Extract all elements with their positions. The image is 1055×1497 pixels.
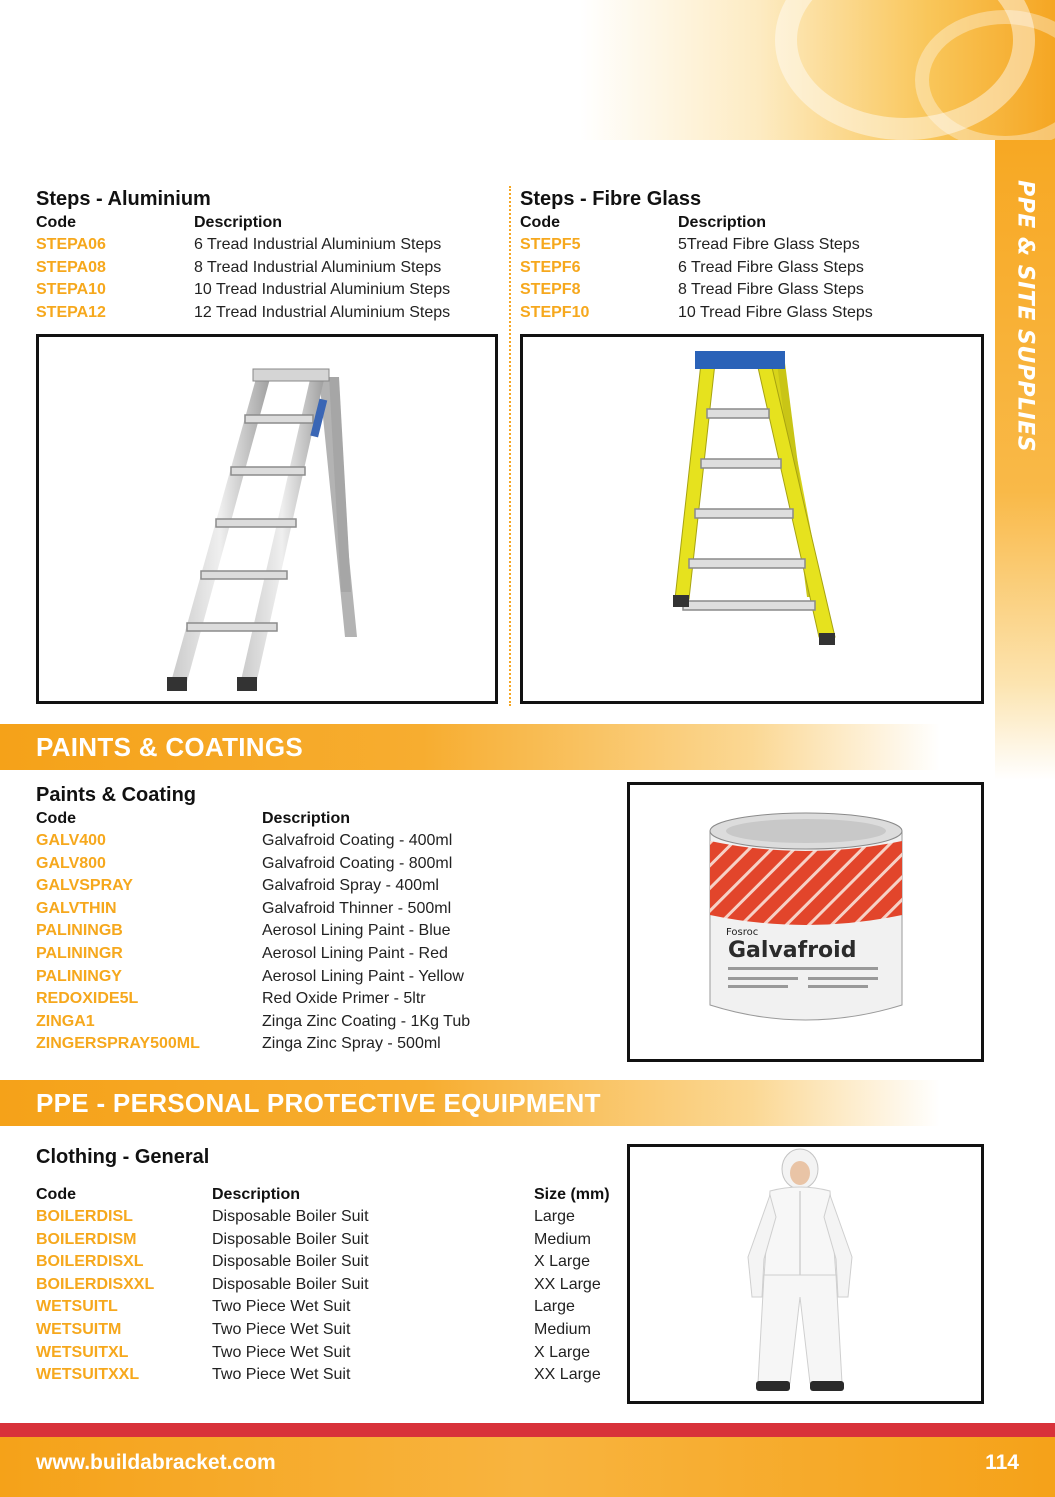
product-size: Medium <box>534 1230 591 1248</box>
table-row <box>36 943 596 966</box>
product-description: Disposable Boiler Suit <box>212 1253 369 1271</box>
product-description: Galvafroid Coating - 800ml <box>262 854 453 872</box>
table-row <box>36 875 596 898</box>
tin-maker-text: Fosroc <box>726 927 759 938</box>
product-description: Two Piece Wet Suit <box>212 1343 351 1361</box>
product-size: X Large <box>534 1253 591 1271</box>
product-description: 12 Tread Industrial Aluminium Steps <box>194 303 451 321</box>
side-tab <box>995 140 1055 780</box>
product-code: BOILERDISXXL <box>36 1275 155 1293</box>
product-code: WETSUITL <box>36 1298 118 1316</box>
product-description: Two Piece Wet Suit <box>212 1320 351 1338</box>
footer <box>0 1437 1055 1497</box>
product-code: BOILERDISXL <box>36 1253 144 1271</box>
table-row <box>36 1319 616 1342</box>
product-description: Zinga Zinc Coating - 1Kg Tub <box>262 1012 471 1030</box>
product-description: Aerosol Lining Paint - Red <box>262 944 448 962</box>
table-row <box>36 966 596 989</box>
boiler-suit-illustration <box>630 1147 981 1401</box>
fibreglass-steps-image <box>520 334 984 704</box>
table-row <box>36 853 596 876</box>
product-size: Large <box>534 1298 575 1316</box>
product-code: ZINGA1 <box>36 1012 95 1030</box>
section-heading-ppe-text: PPE - PERSONAL PROTECTIVE EQUIPMENT <box>36 1088 601 1118</box>
product-code: STEPF5 <box>520 236 581 253</box>
col-header-description: Description <box>212 1186 301 1203</box>
product-code: PALININGB <box>36 922 123 940</box>
col-header-description: Description <box>194 214 283 231</box>
product-code: GALV400 <box>36 832 106 849</box>
product-code: STEPA08 <box>36 258 106 276</box>
table-row <box>36 1251 616 1274</box>
table-row <box>36 920 596 943</box>
product-code: STEPF10 <box>520 303 590 321</box>
col-header-code: Code <box>36 1186 76 1203</box>
section-heading-ppe <box>0 1080 940 1126</box>
col-header-code: Code <box>36 214 76 231</box>
steps-fibre-table <box>520 212 984 324</box>
product-code: STEPF8 <box>520 281 581 299</box>
table-row <box>520 234 984 257</box>
product-description: Galvafroid Thinner - 500ml <box>262 899 452 917</box>
product-description: 10 Tread Fibre Glass Steps <box>678 303 873 321</box>
table-row <box>520 257 984 280</box>
boiler-suit-image <box>627 1144 984 1404</box>
aluminium-steps-image <box>36 334 498 704</box>
product-description: 6 Tread Fibre Glass Steps <box>678 258 864 276</box>
product-description: Galvafroid Spray - 400ml <box>262 877 439 895</box>
clothing-block <box>36 1144 616 1387</box>
table-row <box>36 1206 616 1229</box>
paints-table <box>36 808 596 1056</box>
product-code: STEPA06 <box>36 236 106 253</box>
product-description: Two Piece Wet Suit <box>212 1366 351 1384</box>
table-header-row <box>520 212 984 234</box>
product-description: Galvafroid Coating - 400ml <box>262 832 453 849</box>
product-description: Zinga Zinc Spray - 500ml <box>262 1035 441 1053</box>
product-size: Medium <box>534 1320 591 1338</box>
product-size: XX Large <box>534 1366 601 1384</box>
product-code: REDOXIDE5L <box>36 990 139 1008</box>
col-header-description: Description <box>262 810 351 827</box>
table-row <box>36 1011 596 1034</box>
clothing-table <box>36 1184 616 1387</box>
steps-fibre-title: Steps - Fibre Glass <box>520 188 702 210</box>
table-row <box>36 257 498 280</box>
top-banner <box>0 0 1055 140</box>
side-tab-label: PPE & SITE SUPPLIES <box>1012 180 1038 453</box>
steps-aluminium-block <box>36 186 498 324</box>
product-description: 5Tread Fibre Glass Steps <box>678 236 860 253</box>
product-description: Two Piece Wet Suit <box>212 1298 351 1316</box>
product-description: Aerosol Lining Paint - Yellow <box>262 967 464 985</box>
product-code: WETSUITXXL <box>36 1366 140 1384</box>
paints-block <box>36 782 596 1056</box>
steps-aluminium-table <box>36 212 498 324</box>
table-row <box>36 898 596 921</box>
page-number: 114 <box>985 1451 1019 1474</box>
product-description: Disposable Boiler Suit <box>212 1208 369 1225</box>
product-code: GALVTHIN <box>36 899 117 917</box>
product-description: 10 Tread Industrial Aluminium Steps <box>194 281 451 299</box>
product-size: XX Large <box>534 1275 601 1293</box>
product-code: STEPA10 <box>36 281 106 299</box>
column-divider <box>509 186 511 706</box>
footer-accent-strip <box>0 1423 1055 1437</box>
paints-title: Paints & Coating <box>36 784 197 806</box>
product-size: Large <box>534 1208 575 1225</box>
product-description: 8 Tread Fibre Glass Steps <box>678 281 864 299</box>
product-description: 8 Tread Industrial Aluminium Steps <box>194 258 442 276</box>
table-row <box>36 830 596 853</box>
table-row <box>36 234 498 257</box>
product-code: PALININGY <box>36 967 122 985</box>
product-description: Red Oxide Primer - 5ltr <box>262 990 426 1008</box>
product-description: Disposable Boiler Suit <box>212 1230 369 1248</box>
product-description: Disposable Boiler Suit <box>212 1275 369 1293</box>
aluminium-ladder-illustration <box>39 337 495 701</box>
section-heading-paints <box>0 724 940 770</box>
clothing-title: Clothing - General <box>36 1146 210 1168</box>
product-code: WETSUITM <box>36 1320 122 1338</box>
section-heading-paints-text: PAINTS & COATINGS <box>36 732 304 762</box>
table-row <box>36 1364 616 1387</box>
steps-fibre-block <box>520 186 984 324</box>
tin-brand-text: Galvafroid <box>728 938 857 963</box>
product-code: BOILERDISL <box>36 1208 133 1225</box>
table-header-row <box>36 1184 616 1206</box>
product-code: STEPA12 <box>36 303 106 321</box>
fibreglass-ladder-illustration <box>523 337 981 701</box>
product-code: WETSUITXL <box>36 1343 129 1361</box>
table-row <box>36 302 498 325</box>
steps-aluminium-title: Steps - Aluminium <box>36 188 211 210</box>
table-row <box>36 1033 596 1056</box>
col-header-size: Size (mm) <box>534 1186 610 1203</box>
product-description: Aerosol Lining Paint - Blue <box>262 922 451 940</box>
product-code: BOILERDISM <box>36 1230 137 1248</box>
table-row <box>520 279 984 302</box>
table-row <box>36 1342 616 1365</box>
product-code: GALV800 <box>36 854 106 872</box>
table-header-row <box>36 212 498 234</box>
product-code: STEPF6 <box>520 258 581 276</box>
col-header-code: Code <box>520 214 560 231</box>
table-row <box>36 1274 616 1297</box>
galvafroid-tin-illustration <box>630 785 981 1059</box>
table-row <box>36 1296 616 1319</box>
table-header-row <box>36 808 596 830</box>
col-header-description: Description <box>678 214 767 231</box>
product-code: PALININGR <box>36 944 123 962</box>
table-row <box>520 302 984 325</box>
paint-tin-image <box>627 782 984 1062</box>
table-row <box>36 279 498 302</box>
table-row <box>36 988 596 1011</box>
website-link[interactable]: www.buildabracket.com <box>36 1451 276 1474</box>
product-description: 6 Tread Industrial Aluminium Steps <box>194 236 442 253</box>
col-header-code: Code <box>36 810 76 827</box>
table-row <box>36 1229 616 1252</box>
product-code: ZINGERSPRAY500ML <box>36 1035 200 1053</box>
product-size: X Large <box>534 1343 591 1361</box>
product-code: GALVSPRAY <box>36 877 133 895</box>
